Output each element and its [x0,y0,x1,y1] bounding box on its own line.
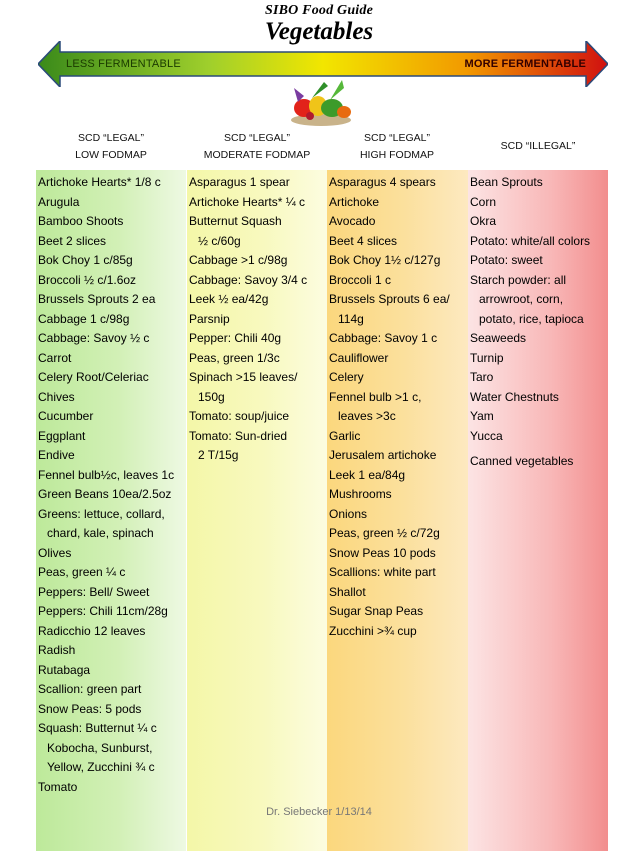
list-item: Peas, green ½ c/72g [329,526,440,540]
illegal-list [470,173,608,472]
list-item: Arugula [38,194,80,209]
list-item: Kobocha, Sunburst, [47,740,153,755]
list-item: Seaweeds [470,331,527,345]
list-item: Corn [470,194,497,209]
list-item: Broccoli ½ c/1.6oz [38,272,137,287]
list-item: Rutabaga [38,662,91,677]
list-item: Cabbage 1 c/98g [38,311,130,326]
low-fodmap-list [38,173,186,797]
list-item: Cucumber [38,409,94,423]
list-item: potato, rice, tapioca [479,311,584,326]
list-item: Cauliflower [329,350,389,365]
list-item: Jerusalem artichoke [329,448,437,462]
list-item: Scallion: green part [38,682,142,696]
list-item: Fennel bulb½c, leaves 1c [38,467,175,482]
less-fermentable-label: LESS FERMENTABLE [66,58,181,70]
high-fodmap-list [329,173,468,641]
list-item: Zucchini >¾ cup [329,623,417,638]
moderate-fodmap-column [187,170,327,851]
list-item: Yam [470,409,494,423]
list-item: Sugar Snap Peas [329,604,424,618]
list-item: Squash: Butternut ¼ c [38,721,157,735]
list-item: Cabbage: Savoy ½ c [38,331,150,345]
list-item: Onions [329,506,368,521]
moderate-fodmap-list [189,173,327,466]
list-item: Okra [470,214,497,228]
list-item: Potato: white/all colors [470,233,591,248]
list-item: Bean Sprouts [470,175,543,189]
column-heading-low-fodmap: SCD “LEGAL” LOW FODMAP [75,132,147,161]
list-item: Peas, green ¼ c [38,565,126,579]
list-item: Beet 4 slices [329,233,398,248]
list-item: Asparagus 4 spears [329,175,436,189]
list-item: Potato: sweet [470,253,543,267]
list-item: Bok Choy 1 c/85g [38,253,133,267]
list-item: Mushrooms [329,487,392,501]
vegetables-illustration [284,76,358,128]
list-item: Canned vegetables [470,454,574,468]
list-item: Pepper: Chili 40g [189,331,282,345]
list-item: Celery [329,370,364,384]
list-item: 114g [338,311,364,326]
list-item: Tomato: Sun-dried [189,428,288,443]
list-item: Spinach >15 leaves/ [189,370,298,384]
list-item: Brussels Sprouts 6 ea/ [329,292,450,306]
list-item: Parsnip [189,311,230,326]
illegal-column [468,170,608,851]
list-item: Radicchio 12 leaves [38,623,146,638]
low-fodmap-column [36,170,186,851]
list-item: Peppers: Chili 11cm/28g [38,604,168,618]
list-item: Greens: lettuce, collard, [38,506,165,521]
list-item: Tomato [38,779,78,794]
list-item: Snow Peas 10 pods [329,545,436,560]
list-item: Eggplant [38,428,86,443]
list-item: Artichoke Hearts* ¼ c [189,194,306,209]
list-item: Asparagus 1 spear [189,175,290,189]
column-heading-high-fodmap: SCD “LEGAL” HIGH FODMAP [359,132,435,161]
list-item: Bamboo Shoots [38,214,124,228]
more-fermentable-label: MORE FERMENTABLE [464,58,586,70]
list-item: Green Beans 10ea/2.5oz [38,487,172,501]
guide-subtitle: SIBO Food Guide [264,3,374,18]
list-item: Shallot [329,584,366,599]
list-item: Olives [38,545,72,560]
list-item: Radish [38,643,76,657]
list-item: Leek 1 ea/84g [329,467,406,482]
list-item: Cabbage: Savoy 1 c [329,331,438,345]
list-item: Peppers: Bell/ Sweet [38,584,150,599]
list-item: arrowroot, corn, [479,292,564,306]
list-item: Yucca [470,428,503,443]
list-item: Fennel bulb >1 c, [329,389,422,404]
list-item: Endive [38,448,75,462]
column-heading-moderate-fodmap: SCD “LEGAL” MODERATE FODMAP [203,132,311,161]
high-fodmap-column [327,170,468,851]
list-item: Brussels Sprouts 2 ea [38,292,156,306]
list-item: 2 T/15g [198,448,239,462]
list-item: Beet 2 slices [38,233,107,248]
list-item: ½ c/60g [198,233,241,248]
list-item: Starch powder: all [470,272,567,287]
list-item: Tomato: soup/juice [189,409,290,423]
list-item: Snow Peas: 5 pods [38,701,142,716]
author-credit: Dr. Siebecker 1/13/14 [266,806,372,818]
list-item: chard, kale, spinach [47,526,154,540]
list-item: 150g [198,389,225,404]
list-item: Garlic [329,428,361,443]
list-item: Peas, green 1/3c [189,350,280,365]
list-item: Cabbage: Savoy 3/4 c [189,272,308,287]
list-item: Bok Choy 1½ c/127g [329,253,441,267]
list-item: Butternut Squash [189,214,282,228]
list-item: Water Chestnuts [470,389,559,404]
list-item: Carrot [38,350,72,365]
list-item: Broccoli 1 c [329,272,392,287]
column-heading-illegal: SCD “ILLEGAL” [500,140,576,152]
list-item: Avocado [329,214,376,228]
list-item: leaves >3c [338,409,396,423]
list-item: Turnip [470,350,504,365]
list-item: Scallions: white part [329,565,436,579]
list-item: Cabbage >1 c/98g [189,253,288,267]
list-item: Artichoke [329,194,380,209]
list-item: Leek ½ ea/42g [189,292,269,306]
list-item: Yellow, Zucchini ¾ c [47,760,155,774]
list-item: Chives [38,389,75,404]
list-item: Celery Root/Celeriac [38,370,149,384]
list-item: Taro [470,370,494,384]
page-title: Vegetables [264,18,374,45]
list-item: Artichoke Hearts* 1/8 c [38,175,161,189]
